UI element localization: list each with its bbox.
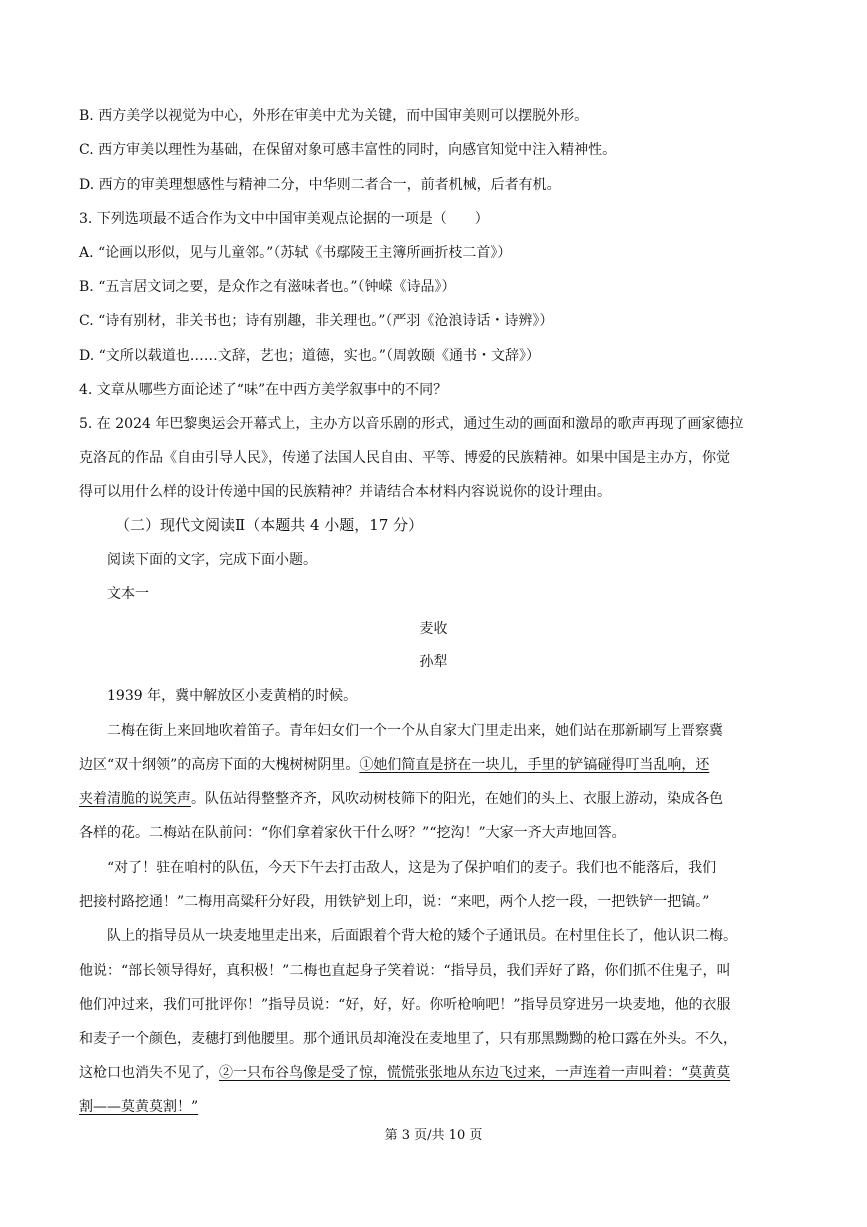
section-heading: （二）现代文阅读Ⅱ（本题共 4 小题，17 分）	[115, 516, 424, 534]
paragraph-2-line-3-text: 。队伍站得整整齐齐，风吹动树枝筛下的阳光，在她们的头上、衣服上游动，染成各色	[191, 791, 723, 807]
question-5-line-1: 5. 在 2024 年巴黎奥运会开幕式上，主办方以音乐剧的形式，通过生动的画面和激昂的歌声再现了画家德拉	[79, 416, 744, 432]
paragraph-2-line-2-text: 边区“双十纲领”的高房下面的大槐树树阴里。	[79, 757, 360, 773]
paragraph-2-line-3	[79, 789, 723, 809]
option-b: B. 西方美学以视觉为中心，外形在审美中尤为关键，而中国审美则可以摆脱外形。	[79, 108, 589, 124]
question-3-stem: 3. 下列选项最不适合作为文中中国审美观点论据的一项是（ ）	[79, 211, 489, 227]
underlined-sentence-2: ②一只布谷鸟像是受了惊，慌慌张张地从东边飞过来，一声连着一声叫着：“莫黄莫	[219, 1065, 731, 1081]
paragraph-2-line-4: 各样的花。二梅站在队前问：“你们拿着家伙干什么呀？”“挖沟！”大家一齐大声地回答。	[79, 825, 626, 841]
paragraph-4-line-5	[79, 1063, 730, 1083]
paragraph-4-line-2: 他说：“部长领导得好，真积极！”二梅也直起身子笑着说：“指导员，我们弄好了路，你们抓不住鬼子，叫	[79, 963, 731, 979]
underlined-sentence-1-end: 夹着清脆的说笑声	[79, 791, 191, 807]
paragraph-1: 1939 年，冀中解放区小麦黄梢的时候。	[107, 688, 358, 704]
question-5-line-3: 得可以用什么样的设计传递中国的民族精神？并请结合本材料内容说说你的设计理由。	[79, 484, 611, 500]
story-title: 麦收	[419, 621, 448, 637]
paragraph-4-line-4: 和麦子一个颜色，麦穗打到他腰里。那个通讯员却淹没在麦地里了，只有那黑黝黝的枪口露在外头。不久，	[79, 1031, 737, 1047]
question-4: 4. 文章从哪些方面论述了“味”在中西方美学叙事中的不同？	[79, 382, 448, 398]
option-c: C. 西方审美以理性为基础，在保留对象可感丰富性的同时，向感官知觉中注入精神性。	[79, 142, 617, 158]
paragraph-4-line-3: 他们冲过来，我们可批评你！”指导员说：“好，好，好。你听枪响吧！”指导员穿进另一块麦地，他的衣服	[79, 997, 731, 1013]
story-author: 孙犁	[419, 654, 448, 670]
paragraph-3-line-1: “对了！驻在咱村的队伍，今天下午去打击敌人，这是为了保护咱们的麦子。我们也不能落后，我们	[107, 860, 717, 876]
question-3-option-a: A. “论画以形似，见与儿童邻。”（苏轼《书鄢陵王主簿所画折枝二首》）	[79, 245, 512, 261]
option-d: D. 西方的审美理想感性与精神二分，中华则二者合一，前者机械，后者有机。	[79, 177, 561, 193]
paragraph-4-line-5-text: 这枪口也消失不见了，	[79, 1065, 219, 1081]
paragraph-4-line-1: 队上的指导员从一块麦地里走出来，后面跟着个背大枪的矮个子通讯员。在村里住长了，他认识二梅。	[107, 928, 737, 944]
question-3-option-d: D. “文所以载道也……文辞，艺也；道德，实也。”（周敦颐《通书・文辞》）	[79, 348, 540, 364]
underlined-sentence-1: ①她们简直是挤在一块儿，手里的铲镐碰得叮当乱响，还	[359, 757, 710, 773]
paragraph-2-line-2	[79, 755, 709, 775]
question-5-line-2: 克洛瓦的作品《自由引导人民》，传递了法国人民自由、平等、博爱的民族精神。如果中国是主办方，你觉	[79, 450, 730, 466]
question-3-option-c: C. “诗有别材，非关书也；诗有别趣，非关理也。”（严羽《沧浪诗话・诗辨》）	[79, 313, 554, 329]
underlined-sentence-2-end: 割——莫黄莫割！”	[79, 1099, 199, 1115]
instruction: 阅读下面的文字，完成下面小题。	[107, 552, 317, 568]
paragraph-2-line-1: 二梅在街上来回地吹着笛子。青年妇女们一个一个从自家大门里走出来，她们站在那新刷写上晋察冀	[107, 723, 723, 739]
paragraph-3-line-2: 把接村路挖通！”二梅用高粱秆分好段，用铁铲划上印，说：“来吧，两个人挖一段，一把铁铲一把镐。”	[79, 894, 710, 910]
text-label: 文本一	[107, 586, 149, 602]
question-3-option-b: B. “五言居文词之要，是众作之有滋味者也。”（钟嵘《诗品》）	[79, 279, 456, 295]
paragraph-4-line-6	[79, 1097, 198, 1117]
page-number: 第 3 页/共 10 页	[384, 1128, 483, 1143]
